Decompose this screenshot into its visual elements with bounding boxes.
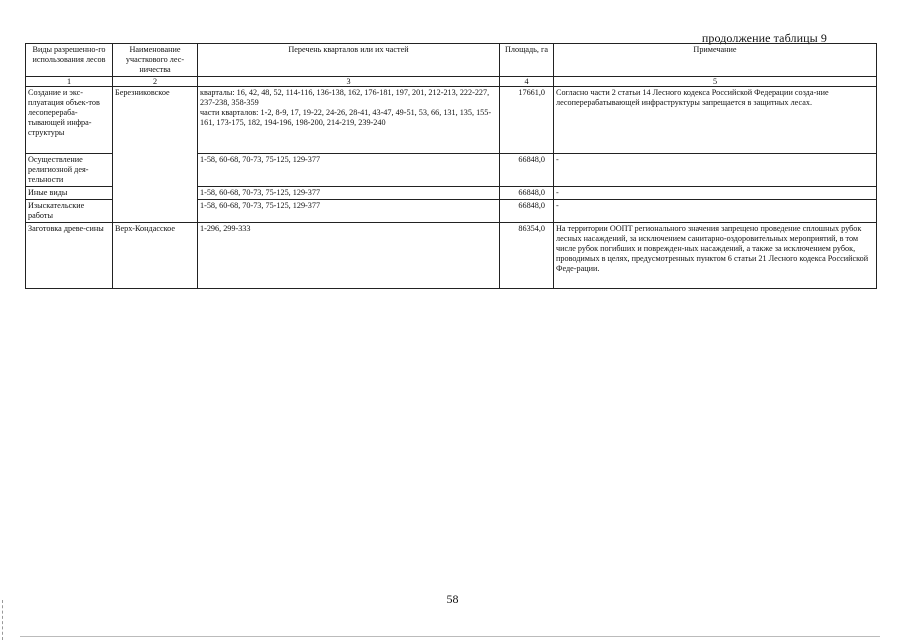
- forestry-cell: [113, 187, 198, 200]
- table-row: [26, 200, 877, 223]
- column-header-blocks: Перечень кварталов или их частей: [198, 44, 500, 77]
- blocks-cell: кварталы: 16, 42, 48, 52, 114-116, 136-138, 162, 176-181, 197, 201, 212-213, 222-227, 237-238, 358-359 части кварталов: 1-2, 8-9, 17, 19-22, 24-26, 28-41, 43-47, 49-51, 53, 66, 131, 135, 155-161, 173-175, 182, 194-196, 198-200, 214-219, 239-240: [198, 87, 500, 154]
- scan-artifact-edge: [2, 600, 3, 640]
- use-type-cell: Осуществление религиозной дея-тельности: [26, 154, 113, 187]
- blocks-cell: 1-296, 299-333: [198, 223, 500, 289]
- scan-artifact-line: [20, 636, 880, 637]
- column-header-forestry: Наименование участкового лес-ничества: [113, 44, 198, 77]
- column-number: 2: [113, 77, 198, 87]
- note-cell: -: [554, 200, 877, 223]
- table-row: [26, 223, 877, 289]
- table-continuation-label: продолжение таблицы 9: [701, 31, 827, 45]
- blocks-cell: 1-58, 60-68, 70-73, 75-125, 129-377: [198, 187, 500, 200]
- note-cell: На территории ООПТ регионального значения запрещено проведение сплошных рубок лесных насаждений, за исключением санитарно-оздоровительных мероприятий, в том числе рубок погибших и поврежден-ных насаждений, а также за исключением рубок, проводимых в целях, предусмотренных пунктом 6 статьи 21 Лесного кодекса Российской Феде-рации.: [554, 223, 877, 289]
- note-cell: -: [554, 154, 877, 187]
- column-number-row: [26, 77, 877, 87]
- area-cell: 66848,0: [500, 154, 554, 187]
- table-row: [26, 154, 877, 187]
- note-cell: -: [554, 187, 877, 200]
- column-number: 3: [198, 77, 500, 87]
- forest-use-table: [25, 43, 877, 289]
- column-number: 5: [554, 77, 877, 87]
- forestry-cell: [113, 154, 198, 187]
- use-type-cell: Иные виды: [26, 187, 113, 200]
- table-row: [26, 87, 877, 154]
- column-header-use: Виды разрешенно-го использования лесов: [26, 44, 113, 77]
- page-number: 58: [446, 592, 459, 606]
- note-cell: Согласно части 2 статьи 14 Лесного кодекса Российской Федерации созда-ние лесоперерабатывающей инфраструктуры запрещается в защитных лесах.: [554, 87, 877, 154]
- table-header-row: [26, 44, 877, 77]
- area-cell: 86354,0: [500, 223, 554, 289]
- column-number: 1: [26, 77, 113, 87]
- use-type-cell: Изыскательские работы: [26, 200, 113, 223]
- use-type-cell: Создание и экс-плуатация объек-тов лесоперераба-тывающей инфра-структуры: [26, 87, 113, 154]
- column-header-note: Примечание: [554, 44, 877, 77]
- blocks-cell: 1-58, 60-68, 70-73, 75-125, 129-377: [198, 154, 500, 187]
- area-cell: 66848,0: [500, 187, 554, 200]
- area-cell: 66848,0: [500, 200, 554, 223]
- forestry-cell: Березниковское: [113, 87, 198, 154]
- column-number: 4: [500, 77, 554, 87]
- area-cell: 17661,0: [500, 87, 554, 154]
- column-header-area: Площадь, га: [500, 44, 554, 77]
- forestry-cell: Верх-Кондасское: [113, 223, 198, 289]
- use-type-cell: Заготовка древе-сины: [26, 223, 113, 289]
- forestry-cell: [113, 200, 198, 223]
- table-row: [26, 187, 877, 200]
- blocks-cell: 1-58, 60-68, 70-73, 75-125, 129-377: [198, 200, 500, 223]
